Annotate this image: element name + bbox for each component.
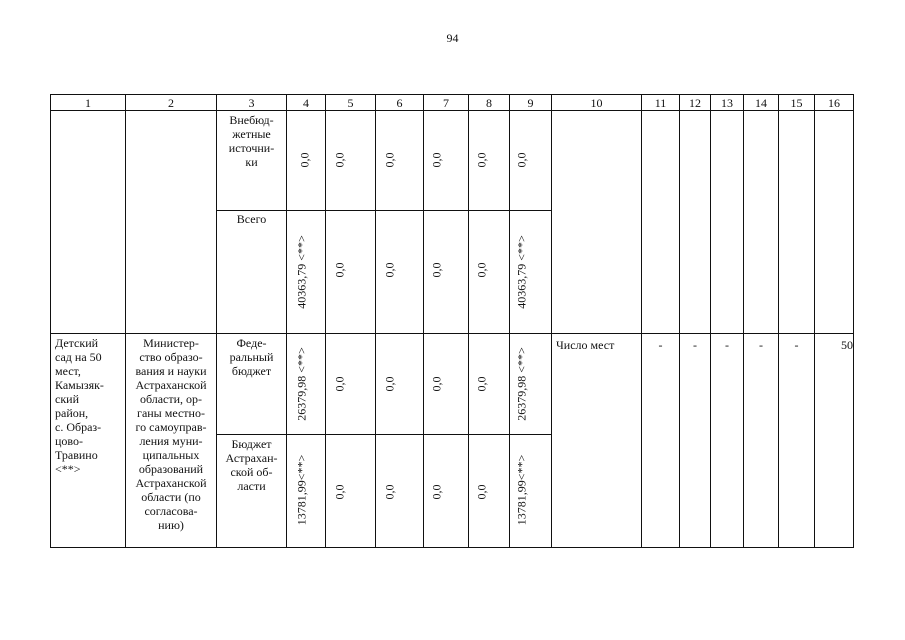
header-col-4: 4 [303,96,309,110]
executor: Министер- ство образо- вания и науки Астраханской области, ор- ганы местно- го самоуправ- ления муни- ципальных образований Астраханской области (по согласова- нию) [135,336,207,532]
funding-source: Феде- ральный бюджет [229,336,274,378]
col-border [50,94,51,548]
value-cell: 0,0 [382,376,397,392]
value-cell: 26379,98 <**> [514,347,529,421]
value-cell: 0,0 [474,484,489,500]
col-border [551,94,552,548]
col-border [814,94,815,548]
header-col-11: 11 [654,96,667,110]
value-col-16: 50 [841,338,853,352]
value-col-13: - [725,338,729,352]
col-border [286,94,287,548]
header-col-3: 3 [248,96,255,110]
col-border [853,94,854,548]
value-cell: 13781,99<**> [514,454,529,526]
value-col-12: - [693,338,697,352]
col-border [743,94,744,548]
header-col-16: 16 [828,96,840,110]
value-cell: 0,0 [382,484,397,500]
col-border [423,94,424,548]
value-col-11: - [658,338,663,352]
col-border [375,94,376,548]
value-cell: 0,0 [382,152,397,168]
funding-source: Внебюд- жетные источни- ки [228,113,275,169]
header-col-10: 10 [590,96,603,110]
header-col-12: 12 [689,96,701,110]
value-cell: 0,0 [297,152,312,168]
col-border [509,94,510,548]
funding-source: Бюджет Астрахан- ской об- ласти [225,437,278,493]
value-cell: 0,0 [474,262,489,278]
value-cell: 0,0 [474,376,489,392]
value-cell: 26379,98 <**> [294,347,309,421]
header-col-9: 9 [527,96,534,110]
header-col-1: 1 [85,96,91,110]
indicator-name: Число мест [556,338,615,352]
funding-source: Всего [236,212,267,226]
value-cell: 40363,79 <**> [294,235,309,309]
page-number: 94 [446,31,459,45]
value-cell: 0,0 [429,376,444,392]
header-col-5: 5 [347,96,354,110]
value-cell: 0,0 [332,376,347,392]
header-col-15: 15 [790,96,803,110]
value-col-15: - [794,338,799,352]
value-cell: 0,0 [429,152,444,168]
value-cell: 13781,99<**> [294,454,309,526]
value-cell: 0,0 [429,484,444,500]
row-divider [216,210,551,211]
header-col-7: 7 [443,96,449,110]
value-col-14: - [759,338,763,352]
row-divider [216,434,551,435]
header-col-2: 2 [168,96,174,110]
value-cell: 0,0 [429,262,444,278]
value-cell: 0,0 [514,152,529,168]
table-bottom-border [50,547,853,548]
value-cell: 0,0 [382,262,397,278]
col-border [641,94,642,548]
col-border [778,94,779,548]
col-border [468,94,469,548]
value-cell: 0,0 [332,484,347,500]
value-cell: 0,0 [332,262,347,278]
header-col-8: 8 [486,96,492,110]
table-top-border [50,94,853,95]
header-col-6: 6 [396,96,403,110]
object-name: Детский сад на 50 мест, Камызяк- ский район, с. Образ- цово- Травино <**> [55,336,104,476]
row-divider [50,333,853,334]
col-border [325,94,326,548]
header-col-14: 14 [755,96,767,110]
value-cell: 0,0 [332,152,347,168]
value-cell: 0,0 [474,152,489,168]
value-cell: 40363,79 <**> [514,235,529,309]
col-border [679,94,680,548]
header-bottom-border [50,110,853,111]
header-col-13: 13 [721,96,733,110]
col-border [710,94,711,548]
